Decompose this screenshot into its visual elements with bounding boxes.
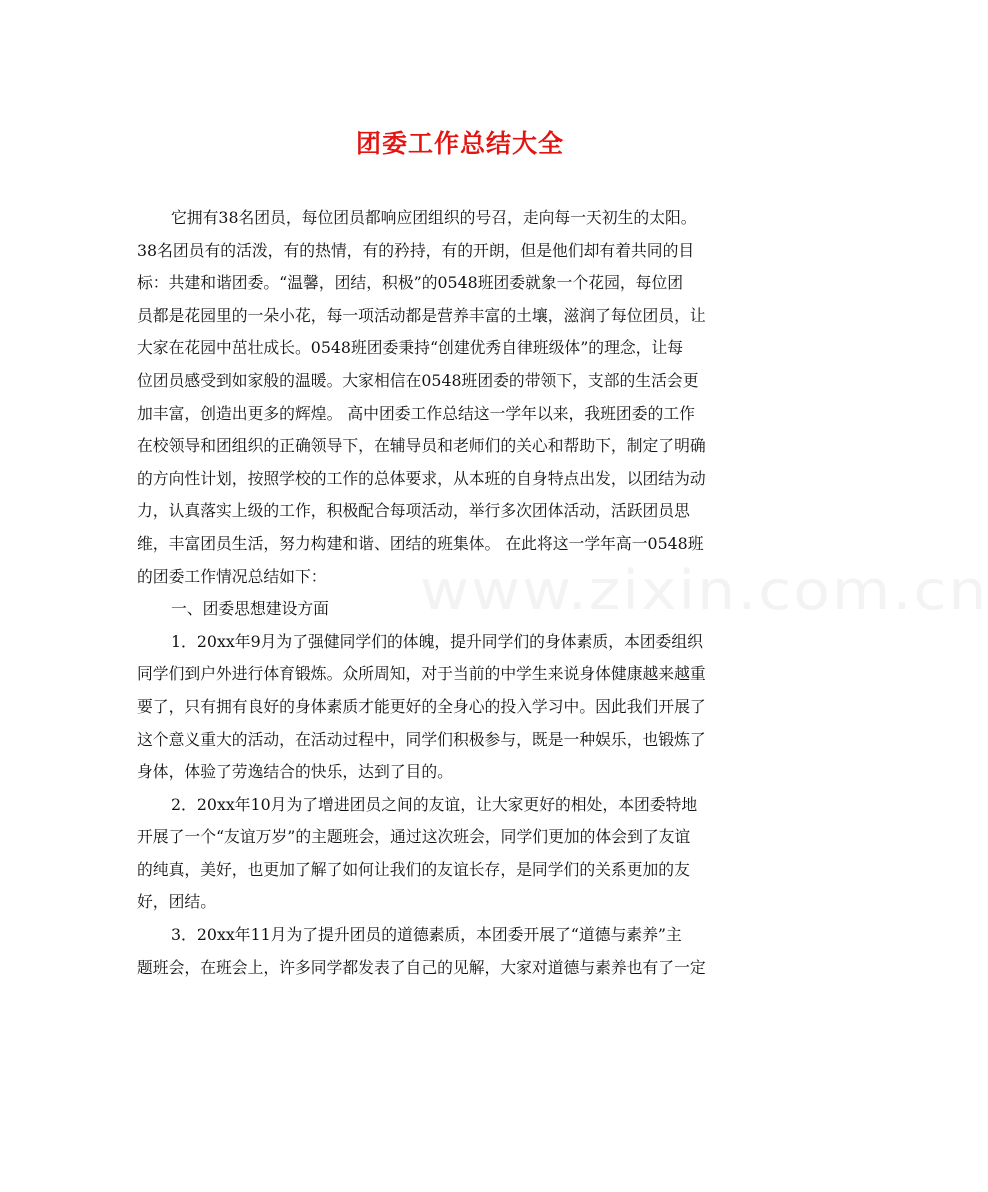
text-line: 这个意义重大的活动，在活动过程中，同学们积极参与，既是一种娱乐，也锻炼了 <box>137 729 706 749</box>
text-line: 好，团结。 <box>137 892 216 912</box>
text-line: 力，认真落实上级的工作，积极配合每项活动，举行多次团体活动，活跃团员思 <box>137 501 690 521</box>
text-line: 同学们到户外进行体育锻炼。众所周知，对于当前的中学生来说身体健康越来越重 <box>137 664 706 684</box>
text-line: 要了，只有拥有良好的身体素质才能更好的全身心的投入学习中。因此我们开展了 <box>137 696 706 716</box>
text-line: 一、团委思想建设方面 <box>171 599 329 619</box>
text-line: 标：共建和谐团委。“温馨，团结，积极”的0548班团委就象一个花园，每位团 <box>137 273 684 293</box>
text-line: 2．20xx年10月为了增进团员之间的友谊，让大家更好的相处，本团委特地 <box>171 794 698 814</box>
text-line: 的团委工作情况总结如下： <box>137 566 327 586</box>
watermark: www.zixin.com.cn <box>420 559 988 623</box>
text-line: 的纯真，美好，也更加了解了如何让我们的友谊长存，是同学们的关系更加的友 <box>137 859 690 879</box>
document-title: 团委工作总结大全 <box>355 129 564 158</box>
text-line: 3．20xx年11月为了提升团员的道德素质，本团委开展了“道德与素养”主 <box>171 925 682 945</box>
text-line: 身体，体验了劳逸结合的快乐，达到了目的。 <box>137 762 453 782</box>
text-line: 维，丰富团员生活，努力构建和谐、团结的班集体。 在此将这一学年高一0548班 <box>137 533 704 553</box>
text-line: 员都是花园里的一朵小花，每一项活动都是营养丰富的土壤，滋润了每位团员，让 <box>137 305 706 325</box>
text-line: 在校领导和团组织的正确领导下，在辅导员和老师们的关心和帮助下，制定了明确 <box>137 436 706 456</box>
text-line: 1．20xx年9月为了强健同学们的体魄，提升同学们的身体素质，本团委组织 <box>171 631 703 651</box>
text-line: 加丰富，创造出更多的辉煌。 高中团委工作总结这一学年以来，我班团委的工作 <box>137 403 695 423</box>
text-line: 大家在花园中茁壮成长。0548班团委秉持“创建优秀自律班级体”的理念，让每 <box>137 338 684 358</box>
document-body <box>137 202 797 984</box>
text-line: 开展了一个“友谊万岁”的主题班会，通过这次班会，同学们更加的体会到了友谊 <box>137 827 691 847</box>
text-line: 38名团员有的活泼，有的热情，有的矜持，有的开朗，但是他们却有着共同的目 <box>137 240 695 260</box>
text-line: 位团员感受到如家般的温暖。大家相信在0548班团委的带领下，支部的生活会更 <box>137 370 699 390</box>
text-line: 题班会，在班会上，许多同学都发表了自己的见解，大家对道德与素养也有了一定 <box>137 957 706 977</box>
text-line: 它拥有38名团员，每位团员都响应团组织的号召，走向每一天初生的太阳。 <box>171 208 697 227</box>
text-line: 的方向性计划，按照学校的工作的总体要求，从本班的自身特点出发，以团结为动 <box>137 468 706 488</box>
